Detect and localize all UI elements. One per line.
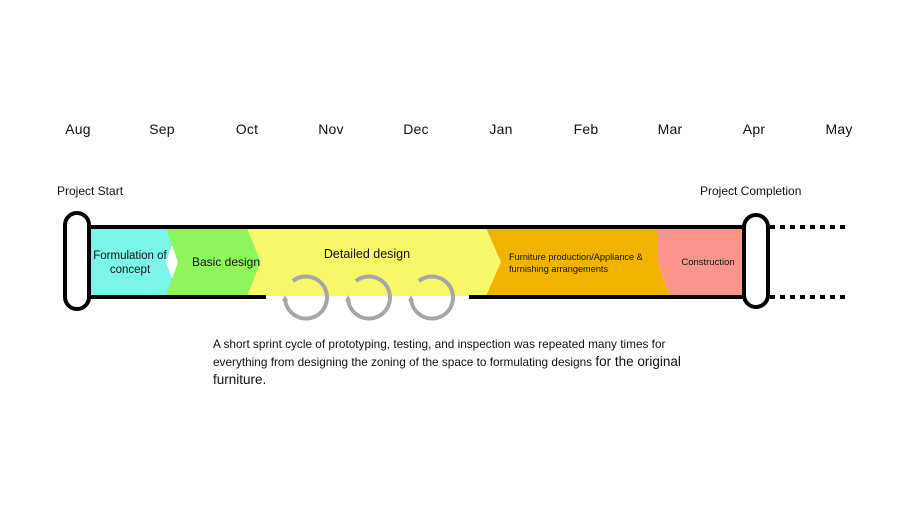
month-label: Feb	[573, 121, 599, 137]
phase-detailed-design	[247, 228, 501, 296]
phase-label: Basic design	[191, 255, 261, 269]
phase-label: Formulation of	[93, 250, 167, 262]
month-label: Oct	[235, 121, 259, 137]
phase-label: Construction	[681, 257, 735, 268]
phase-label: furnishing arrangements	[509, 264, 609, 274]
month-label: Nov	[318, 121, 344, 137]
note-line-2	[213, 353, 683, 371]
month-label: May	[825, 121, 853, 137]
phase-formulation-of-concept	[90, 228, 178, 296]
note-line-2-big: for the original	[595, 354, 681, 369]
start-cap	[65, 213, 89, 309]
phase-label: Furniture production/Appliance &	[509, 252, 643, 262]
note-line-1: A short sprint cycle of prototyping, testing, and inspection was repeated many times for	[213, 337, 666, 351]
month-label: Dec	[403, 121, 429, 137]
project-start-label: Project Start	[57, 184, 124, 198]
month-label: Mar	[657, 121, 683, 137]
end-cap	[744, 215, 768, 307]
phase-label: concept	[109, 264, 151, 276]
month-label: Apr	[742, 121, 766, 137]
project-completion-label: Project Completion	[700, 184, 802, 198]
month-label: Aug	[65, 121, 91, 137]
phase-label: Detailed design	[323, 247, 411, 261]
note-line-2-main: everything from designing the zoning of the space to formulating designs	[213, 355, 596, 369]
month-label: Jan	[489, 121, 513, 137]
sprint-note	[213, 336, 683, 388]
month-label: Sep	[149, 121, 175, 137]
phase-furniture-production	[486, 228, 670, 296]
note-line-3: furniture.	[213, 372, 267, 387]
